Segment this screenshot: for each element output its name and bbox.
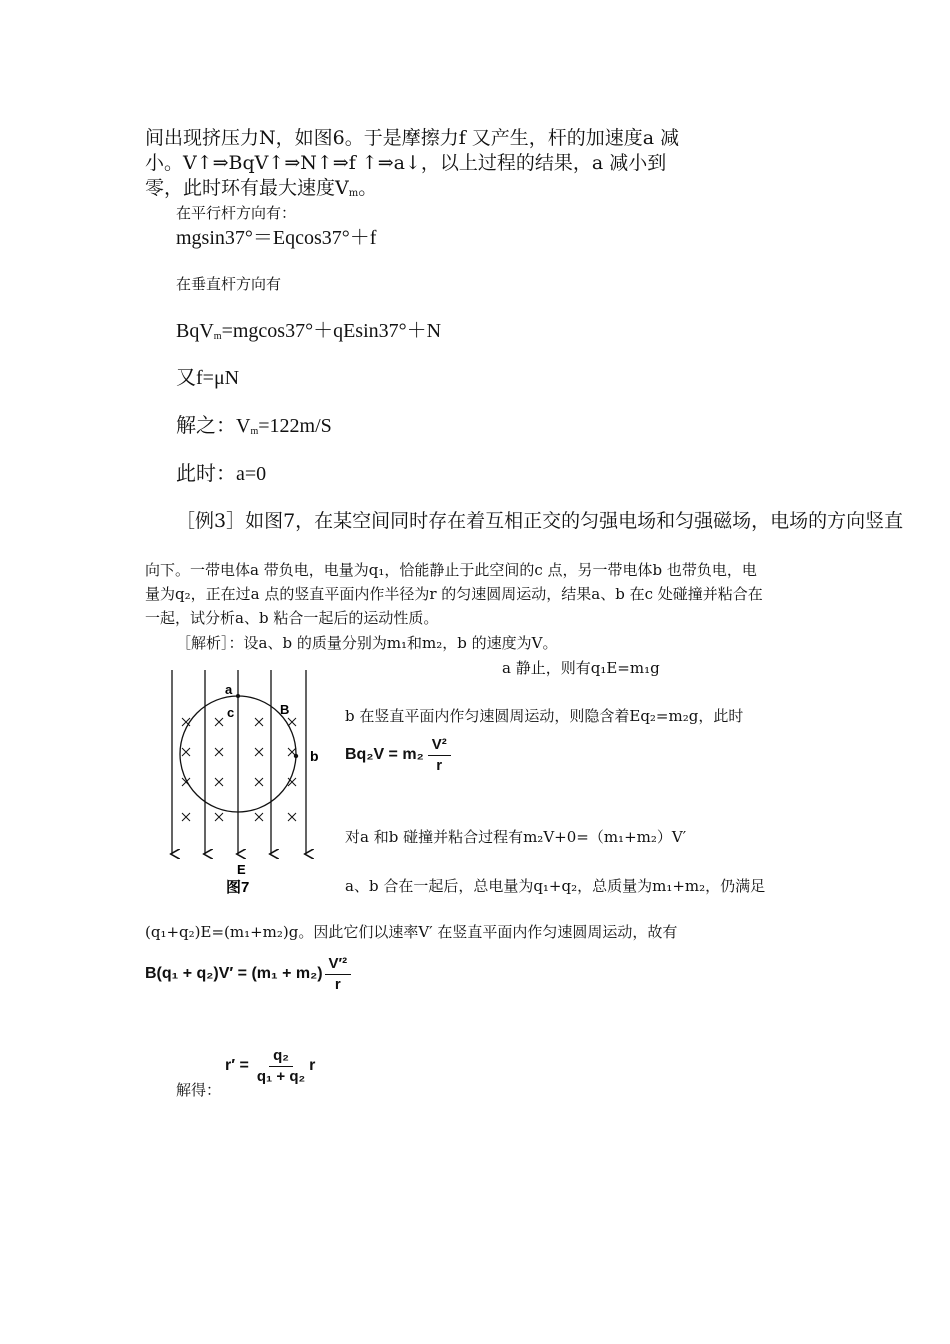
paragraph-line-2: 小。V↑⇒BqV↑⇒N↑⇒f ↑⇒a↓，以上过程的结果，a 减小到 xyxy=(145,152,667,174)
example-3-title: ［例3］如图7，在某空间同时存在着互相正交的匀强电场和匀强磁场，电场的方向竖直 xyxy=(176,510,904,532)
formula-radius-numerator: q₂ xyxy=(269,1046,293,1067)
b-motion-line: b 在竖直平面内作匀速圆周运动，则隐含着Eq₂=m₂g，此时 xyxy=(345,707,744,725)
label-a: a xyxy=(225,682,233,697)
combined-line: a、b 合在一起后，总电量为q₁+q₂，总质量为m₁+m₂，仍满足 xyxy=(345,877,766,895)
formula-radius-fraction xyxy=(253,1046,309,1087)
point-b xyxy=(294,754,298,758)
example-3-line-4: 一起，试分析a、b 粘合一起后的运动性质。 xyxy=(145,609,439,627)
equation-parallel: mgsin37°＝Eqcos37°＋f xyxy=(176,227,377,249)
label-B: B xyxy=(280,702,290,717)
formula-combined-numerator: V′² xyxy=(325,954,352,975)
solution-velocity: 解之：$V_m=122m/S$ xyxy=(176,415,332,437)
formula-radius-right: r xyxy=(309,1057,316,1074)
formula-combined-left: B(q₁ + q₂)V′ = (m₁ + m₂) xyxy=(145,965,323,982)
perpendicular-label: 在垂直杆方向有 xyxy=(176,275,282,293)
parallel-label: 在平行杆方向有： xyxy=(176,204,297,222)
label-c: c xyxy=(227,705,235,720)
magnetic-field-crosses xyxy=(182,718,296,821)
formula-combined-fraction xyxy=(325,954,352,995)
formula-combined-denominator: r xyxy=(334,975,341,993)
formula-centripetal-fraction xyxy=(428,735,451,776)
example-3-line-3: 量为q₂，正在过a 点的竖直平面内作半径为r 的匀速圆周运动，结果a、b 在c 处碰撞并粘合在 xyxy=(145,585,763,603)
paragraph-line-3: 零，此时环有最大速度$V_m$。 xyxy=(145,177,378,199)
formula-centripetal-left: Bq₂V = m₂ xyxy=(345,746,424,763)
formula-radius-left: r′ = xyxy=(225,1057,249,1074)
conclusion-line: (q₁+q₂)E=(m₁+m₂)g。因此它们以速率V′ 在竖直平面内作匀速圆周运动，故有 xyxy=(145,923,678,941)
formula-centripetal-denominator: r xyxy=(436,756,443,774)
analysis-line: ［解析］：设a、b 的质量分别为m₁和m₂，b 的速度为V。 xyxy=(176,634,558,652)
point-a xyxy=(236,694,240,698)
solve-label: 解得： xyxy=(176,1081,222,1099)
label-b: b xyxy=(310,748,319,764)
formula-radius xyxy=(225,1042,315,1090)
formula-combined xyxy=(145,950,351,998)
equation-perpendicular: BqV$_m$=mgcos37°＋qEsin37°＋N xyxy=(176,320,442,342)
acceleration-zero: 此时：a=0 xyxy=(176,463,267,485)
formula-centripetal-numerator: V² xyxy=(428,735,451,756)
figure-caption: 图7 xyxy=(226,879,250,896)
example-3-line-2: 向下。一带电体a 带负电，电量为q₁，恰能静止于此空间的c 点，另一带电体b 也带负电，电 xyxy=(145,561,757,579)
equation-friction: 又f=μN xyxy=(176,367,240,389)
figure-7 xyxy=(160,662,335,898)
a-static-line: a 静止，则有q₁E=m₁g xyxy=(502,659,660,677)
collision-line: 对a 和b 碰撞并粘合过程有m₂V+0=（m₁+m₂）V′ xyxy=(345,828,687,846)
label-E: E xyxy=(237,862,246,877)
formula-centripetal xyxy=(345,731,451,779)
formula-radius-denominator: q₁ + q₂ xyxy=(256,1067,306,1085)
paragraph-line-1: 间出现挤压力N，如图6。于是摩擦力f 又产生，杆的加速度a 减 xyxy=(145,127,680,149)
